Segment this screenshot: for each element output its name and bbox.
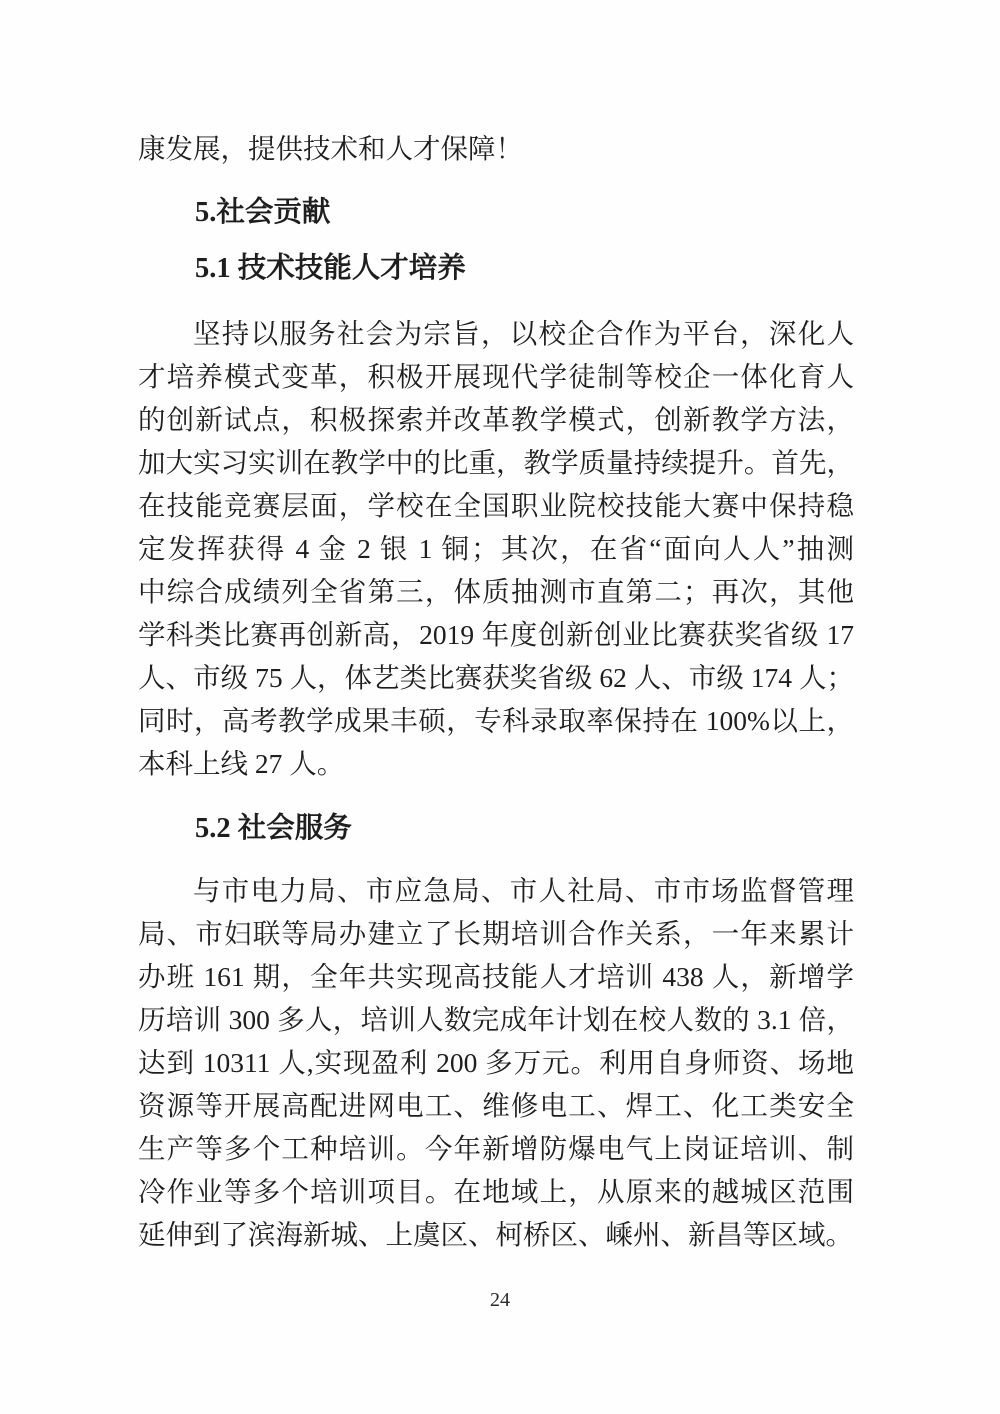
text-line: 本科上线 27 人。 [138, 748, 345, 779]
text-line: 的创新试点，积极探索并改革教学模式，创新教学方法， [138, 404, 854, 435]
page-number: 24 [490, 1289, 510, 1311]
text-line: 与市电力局、市应急局、市人社局、市市场监督管理 [193, 875, 854, 906]
text-line: 历培训 300 多人，培训人数完成年计划在校人数的 3.1 倍， [138, 1004, 854, 1035]
text-line: 资源等开展高配进网电工、维修电工、焊工、化工类安全 [138, 1090, 854, 1121]
text-line: 办班 161 期，全年共实现高技能人才培训 438 人，新增学 [138, 961, 854, 992]
text-line: 同时，高考教学成果丰硕，专科录取率保持在 100%以上， [138, 705, 854, 736]
text-line: 才培养模式变革，积极开展现代学徒制等校企一体化育人 [138, 361, 854, 392]
paragraph-5-1 [138, 312, 854, 785]
paragraph-5-2 [138, 869, 854, 1256]
text-line: 冷作业等多个培训项目。在地域上，从原来的越城区范围 [138, 1176, 854, 1207]
text-line: 坚持以服务社会为宗旨，以校企合作为平台，深化人 [193, 318, 854, 349]
paragraph-continuation: 康发展，提供技术和人才保障！ [138, 133, 523, 164]
subsection-heading-5-2: 5.2 社会服务 [195, 813, 352, 844]
subsection-heading-5-1: 5.1 技术技能人才培养 [195, 253, 466, 284]
text-line: 达到 10311 人,实现盈利 200 多万元。利用自身师资、场地 [138, 1047, 854, 1078]
text-line: 中综合成绩列全省第三，体质抽测市直第二；再次，其他 [138, 576, 854, 607]
text-line: 定发挥获得 4 金 2 银 1 铜；其次，在省“面向人人”抽测 [138, 533, 854, 564]
text-line: 在技能竞赛层面，学校在全国职业院校技能大赛中保持稳 [138, 490, 854, 521]
document-content [138, 127, 854, 1256]
section-heading-5: 5.社会贡献 [195, 197, 331, 228]
text-line: 学科类比赛再创新高，2019 年度创新创业比赛获奖省级 17 [138, 619, 854, 650]
text-line: 延伸到了滨海新城、上虞区、柯桥区、嵊州、新昌等区域。 [138, 1219, 853, 1250]
text-line: 加大实习实训在教学中的比重，教学质量持续提升。首先， [138, 447, 854, 478]
text-line: 生产等多个工种培训。今年新增防爆电气上岗证培训、制 [138, 1133, 854, 1164]
text-line: 局、市妇联等局办建立了长期培训合作关系，一年来累计 [138, 918, 854, 949]
text-line: 人、市级 75 人，体艺类比赛获奖省级 62 人、市级 174 人； [138, 662, 854, 693]
